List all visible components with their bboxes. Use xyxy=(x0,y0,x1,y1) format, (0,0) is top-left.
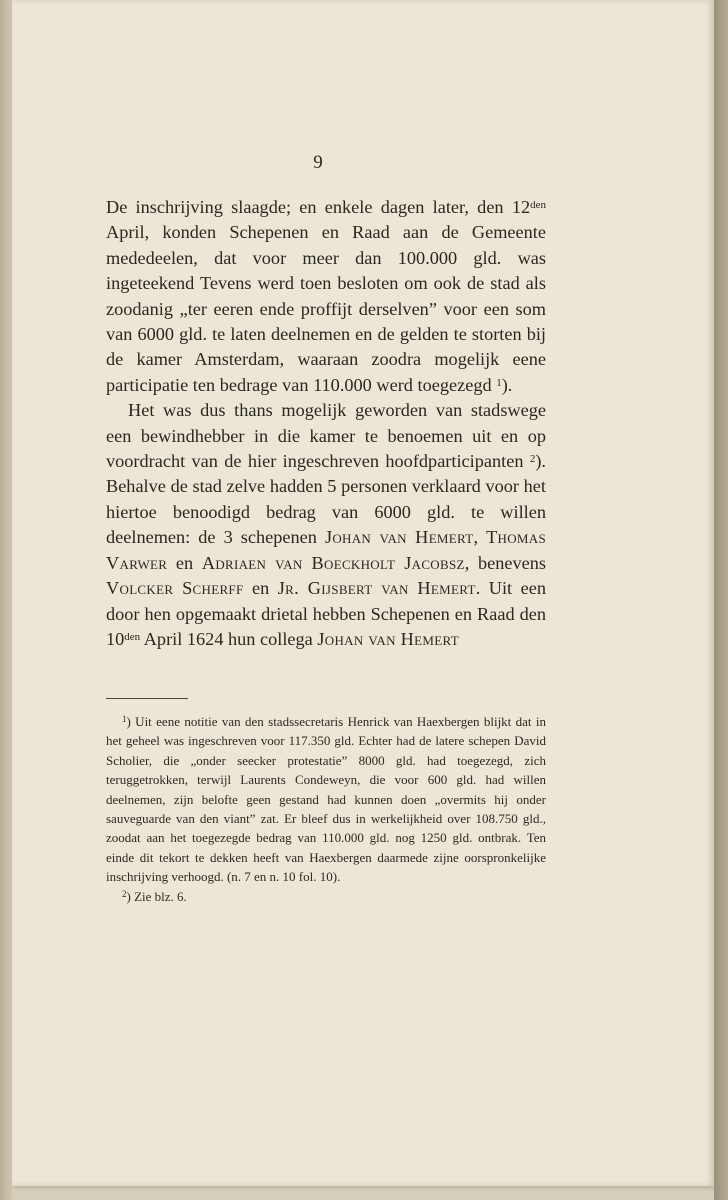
footnote-2: $^2$) Zie blz. 6. xyxy=(122,888,187,904)
person-name: Johan van Hemert xyxy=(317,628,459,649)
footnote-ref-1: 1 xyxy=(496,376,502,389)
person-name: Adriaen van Boeckholt Jacobsz xyxy=(201,552,465,573)
binding-edge xyxy=(0,0,12,1200)
page-number: 9 xyxy=(313,152,323,173)
footnote-divider xyxy=(106,698,188,699)
footnote-ref-2: 2 xyxy=(529,453,536,466)
paragraph-2: Het was dus thans mogelijk geworden van stadswege een bewindhebber in die kamer te benoemen uit en op voordracht van de hier ingeschreven hoofdparticipanten $^2$). Behalve de stad zelve hadden 5 personen verklaard voor het hiertoe benoodigd bedrag van 6000 gld. te willen deelnemen: de 3 schepenen Johan van Hemert, Thomas Varwer en Adriaen van Boeckholt Jacobsz, benevens Volcker Scherff en Jr. Gijsbert van Hemert. Uit een door hen opgemaakt drietal hebben Schepenen en Raad den $10^{den}$ April 1624 hun collega Johan van Hemert xyxy=(106,400,546,649)
superscript-den: den xyxy=(124,630,141,643)
person-name: Jr. Gijsbert van Hemert xyxy=(277,578,476,599)
person-name: Volcker Scherff xyxy=(106,578,244,599)
page-edge-shadow xyxy=(714,0,728,1200)
footnotes xyxy=(106,712,546,906)
footnote-marker: 2 xyxy=(122,888,127,899)
person-name: Johan van Hemert xyxy=(324,527,474,548)
superscript-den: den xyxy=(530,199,546,211)
person-name: Thomas Varwer xyxy=(106,527,546,573)
paragraph-1: De inschrijving slaagde; en enkele dagen later, den $12^{den}$ April, konden Schepenen en Raad aan de Gemeente mededeelen, dat voor meer dan 100.000 gld. was ingeteekend Tevens werd toen besloten om ook de stad als zoodanig „ter eeren ende proffijt derselven” voor een som van 6000 gld. te laten deelnemen en de gelden te storten bij de kamer Amsterdam, waaraan zoodra mogelijk eene participatie ten bedrage van 110.000 werd toegezegd $^1$). xyxy=(106,197,546,395)
footnote-marker: 1 xyxy=(122,714,127,724)
footnote-1: $^1$) Uit eene notitie van den stadssecretaris Henrick van Haexbergen blijkt dat in het geheel was ingeschreven voor 117.350 gld. Echter had de latere schepen David Scholier, die „onder seecker protestatie” 8000 gld. had toegezegd, zich teruggetrokken, terwijl Laurents Condeweyn, die voor 600 gld. had willen deelnemen, zijn belofte geen gestand had kunnen doen „overmits hij onder sauveguarde van den viant” zat. Er bleef dus in werkelijkheid over 108.750 gld., zoodat aan het toegezegde bedrag van 110.000 gld. nog 1250 gld. ontbrak. Ten einde dit tekort te dekken heeft van Haexbergen daarmede zijne oorspronkelijke inschrijving verhoogd. (n. 7 en n. 10 fol. 10). xyxy=(106,714,546,885)
main-text xyxy=(106,195,546,652)
